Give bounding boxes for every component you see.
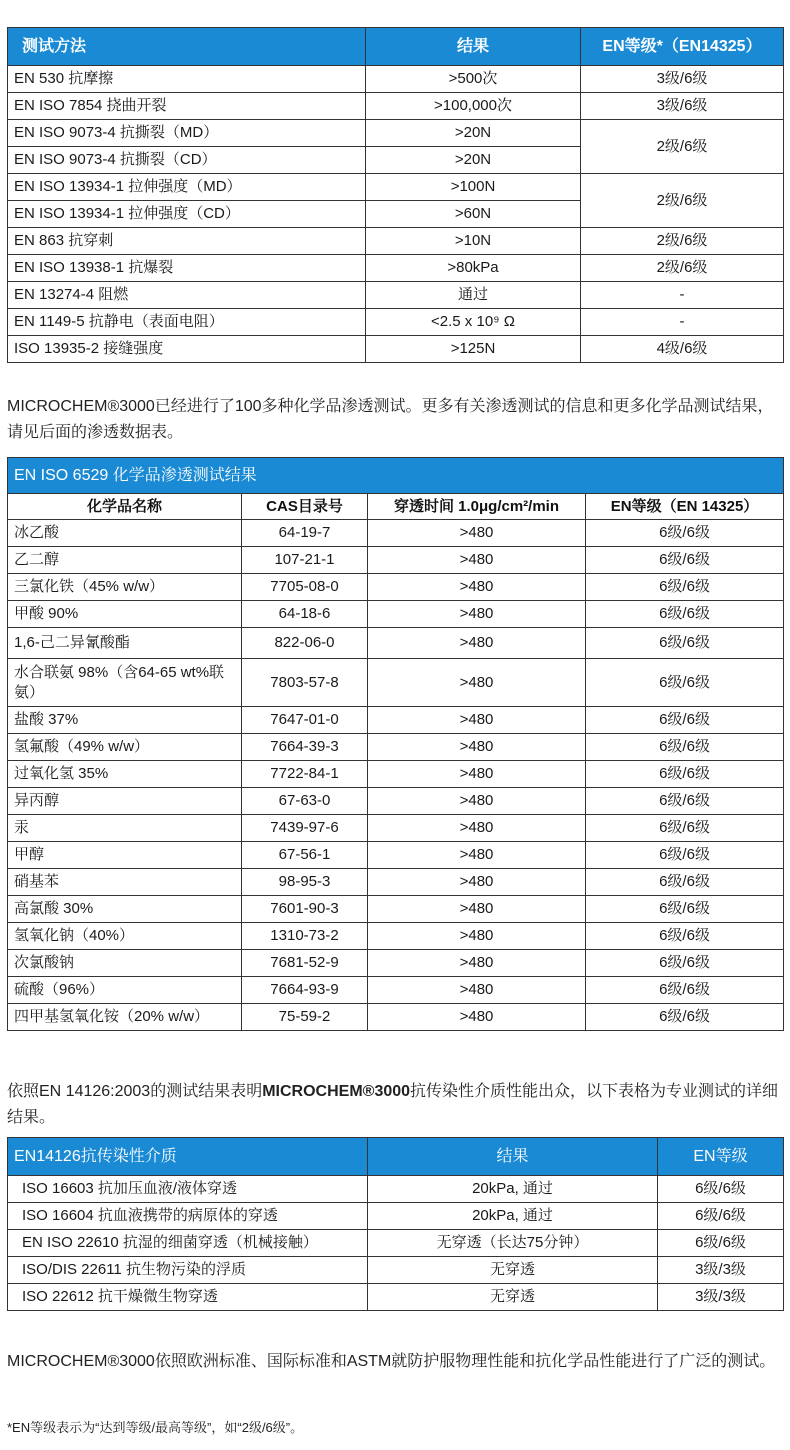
table-row xyxy=(8,761,784,788)
table-row xyxy=(8,950,784,977)
permeation-table-title: EN ISO 6529 化学品渗透测试结果 xyxy=(8,458,784,494)
infective-agents-paragraph xyxy=(7,1079,782,1131)
grade-cell: - xyxy=(581,282,784,309)
infective-result-cell: 无穿透 xyxy=(368,1284,658,1311)
table-row xyxy=(8,336,784,363)
grade-cell: 3级/6级 xyxy=(581,66,784,93)
grade-cell: 4级/6级 xyxy=(581,336,784,363)
en-grade-cell: 6级/6级 xyxy=(586,520,784,547)
infective-method-cell: ISO 16603 抗加压血液/液体穿透 xyxy=(8,1176,368,1203)
en-grade-cell: 6级/6级 xyxy=(586,547,784,574)
chemical-name-cell: 氢氟酸（49% w/w） xyxy=(8,734,242,761)
breakthrough-cell: >480 xyxy=(368,520,586,547)
para2-before: 依照EN 14126:2003的测试结果表明 xyxy=(7,1083,263,1100)
chemical-name-cell: 甲酸 90% xyxy=(8,601,242,628)
en-grade-cell: 6级/6级 xyxy=(586,869,784,896)
cas-cell: 7681-52-9 xyxy=(242,950,368,977)
method-cell: ISO 13935-2 接缝强度 xyxy=(8,336,366,363)
infective-result-cell: 无穿透 xyxy=(368,1257,658,1284)
cas-cell: 822-06-0 xyxy=(242,628,368,659)
col-header-result: 结果 xyxy=(366,28,581,66)
table-row xyxy=(8,1004,784,1031)
table-row xyxy=(8,93,784,120)
table-row xyxy=(8,707,784,734)
table-row xyxy=(8,869,784,896)
cas-cell: 64-19-7 xyxy=(242,520,368,547)
grade-cell: 2级/6级 xyxy=(581,174,784,228)
table-row xyxy=(8,1230,784,1257)
en-grade-cell: 6级/6级 xyxy=(586,1004,784,1031)
en-grade-cell: 6级/6级 xyxy=(586,574,784,601)
infective-agents-table xyxy=(7,1137,784,1311)
infective-method-cell: ISO 22612 抗干燥微生物穿透 xyxy=(8,1284,368,1311)
method-cell: EN 863 抗穿刺 xyxy=(8,228,366,255)
chemical-name-cell: 冰乙酸 xyxy=(8,520,242,547)
cas-cell: 67-63-0 xyxy=(242,788,368,815)
col-header-infective: EN14126抗传染性介质 xyxy=(8,1138,368,1176)
result-cell: >500次 xyxy=(366,66,581,93)
en-grade-cell: 6级/6级 xyxy=(586,896,784,923)
table-row xyxy=(8,547,784,574)
method-cell: EN 530 抗摩擦 xyxy=(8,66,366,93)
en-grade-cell: 6级/6级 xyxy=(586,977,784,1004)
chemical-name-cell: 异丙醇 xyxy=(8,788,242,815)
table-row xyxy=(8,1203,784,1230)
chemical-name-cell: 硝基苯 xyxy=(8,869,242,896)
result-cell: 通过 xyxy=(366,282,581,309)
breakthrough-cell: >480 xyxy=(368,601,586,628)
method-cell: EN ISO 9073-4 抗撕裂（MD） xyxy=(8,120,366,147)
en-grade-cell: 6级/6级 xyxy=(586,734,784,761)
chemical-name-cell: 盐酸 37% xyxy=(8,707,242,734)
footnote: *EN等级表示为“达到等级/最高等级”，如“2级/6级”。 xyxy=(7,1420,304,1435)
result-cell: >125N xyxy=(366,336,581,363)
cas-cell: 7664-39-3 xyxy=(242,734,368,761)
method-cell: EN ISO 13934-1 拉伸强度（MD） xyxy=(8,174,366,201)
cas-cell: 7647-01-0 xyxy=(242,707,368,734)
breakthrough-cell: >480 xyxy=(368,815,586,842)
breakthrough-cell: >480 xyxy=(368,547,586,574)
chemical-name-cell: 四甲基氢氧化铵（20% w/w） xyxy=(8,1004,242,1031)
table-row xyxy=(8,1257,784,1284)
grade-cell: 2级/6级 xyxy=(581,255,784,282)
breakthrough-cell: >480 xyxy=(368,788,586,815)
en-grade-cell: 6级/6级 xyxy=(586,950,784,977)
infective-method-cell: ISO/DIS 22611 抗生物污染的浮质 xyxy=(8,1257,368,1284)
breakthrough-cell: >480 xyxy=(368,896,586,923)
breakthrough-cell: >480 xyxy=(368,659,586,707)
method-cell: EN ISO 13934-1 拉伸强度（CD） xyxy=(8,201,366,228)
grade-cell: 2级/6级 xyxy=(581,120,784,174)
chemical-name-cell: 硫酸（96%） xyxy=(8,977,242,1004)
cas-cell: 7705-08-0 xyxy=(242,574,368,601)
cas-cell: 64-18-6 xyxy=(242,601,368,628)
breakthrough-cell: >480 xyxy=(368,923,586,950)
table-row xyxy=(8,282,784,309)
chemical-name-cell: 乙二醇 xyxy=(8,547,242,574)
table-row xyxy=(8,842,784,869)
result-cell: >100N xyxy=(366,174,581,201)
breakthrough-cell: >480 xyxy=(368,574,586,601)
grade-cell: 3级/6级 xyxy=(581,93,784,120)
cas-cell: 98-95-3 xyxy=(242,869,368,896)
table-row xyxy=(8,659,784,707)
chemical-name-cell: 过氧化氢 35% xyxy=(8,761,242,788)
breakthrough-cell: >480 xyxy=(368,761,586,788)
en-grade-cell: 6级/6级 xyxy=(586,923,784,950)
chemical-permeation-table xyxy=(7,457,784,1031)
chemical-name-cell: 次氯酸钠 xyxy=(8,950,242,977)
table-row xyxy=(8,255,784,282)
result-cell: >60N xyxy=(366,201,581,228)
intro-paragraph: MICROCHEM®3000已经进行了100多种化学品渗透测试。更多有关渗透测试的信息和更多化学品测试结果，请见后面的渗透数据表。 xyxy=(7,398,774,441)
table-row xyxy=(8,309,784,336)
chemical-name-cell: 甲醇 xyxy=(8,842,242,869)
breakthrough-cell: >480 xyxy=(368,869,586,896)
physical-properties-table xyxy=(7,27,784,363)
infective-method-cell: EN ISO 22610 抗湿的细菌穿透（机械接触） xyxy=(8,1230,368,1257)
method-cell: EN ISO 7854 挠曲开裂 xyxy=(8,93,366,120)
breakthrough-cell: >480 xyxy=(368,734,586,761)
en-grade-cell: 6级/6级 xyxy=(586,842,784,869)
cas-cell: 75-59-2 xyxy=(242,1004,368,1031)
cas-cell: 7439-97-6 xyxy=(242,815,368,842)
table-row xyxy=(8,120,784,147)
table-row xyxy=(8,977,784,1004)
table-row xyxy=(8,1284,784,1311)
chemical-name-cell: 三氯化铁（45% w/w） xyxy=(8,574,242,601)
infective-result-cell: 20kPa, 通过 xyxy=(368,1203,658,1230)
cas-cell: 1310-73-2 xyxy=(242,923,368,950)
col-header-method: 测试方法 xyxy=(8,28,366,66)
breakthrough-cell: >480 xyxy=(368,707,586,734)
cas-cell: 7722-84-1 xyxy=(242,761,368,788)
col-header-infective-result: 结果 xyxy=(368,1138,658,1176)
table-row xyxy=(8,520,784,547)
breakthrough-cell: >480 xyxy=(368,950,586,977)
result-cell: >20N xyxy=(366,147,581,174)
chemical-name-cell: 水合联氨 98%（含64-65 wt%联氨） xyxy=(8,659,242,707)
method-cell: EN 13274-4 阻燃 xyxy=(8,282,366,309)
col-header-en-grade: EN等级（EN 14325） xyxy=(586,494,784,520)
cas-cell: 67-56-1 xyxy=(242,842,368,869)
table-row xyxy=(8,601,784,628)
en-grade-cell: 6级/6级 xyxy=(586,815,784,842)
table-row xyxy=(8,174,784,201)
table-row xyxy=(8,896,784,923)
en-grade-cell: 6级/6级 xyxy=(586,761,784,788)
infective-grade-cell: 3级/3级 xyxy=(658,1257,784,1284)
result-cell: >80kPa xyxy=(366,255,581,282)
cas-cell: 107-21-1 xyxy=(242,547,368,574)
en-grade-cell: 6级/6级 xyxy=(586,788,784,815)
en-grade-cell: 6级/6级 xyxy=(586,601,784,628)
en-grade-cell: 6级/6级 xyxy=(586,659,784,707)
result-cell: >10N xyxy=(366,228,581,255)
method-cell: EN 1149-5 抗静电（表面电阻） xyxy=(8,309,366,336)
breakthrough-cell: >480 xyxy=(368,842,586,869)
col-header-grade: EN等级*（EN14325） xyxy=(581,28,784,66)
infective-method-cell: ISO 16604 抗血液携带的病原体的穿透 xyxy=(8,1203,368,1230)
breakthrough-cell: >480 xyxy=(368,977,586,1004)
breakthrough-cell: >480 xyxy=(368,628,586,659)
table-row xyxy=(8,923,784,950)
table-row xyxy=(8,628,784,659)
para2-brand: MICROCHEM®3000 xyxy=(262,1083,411,1100)
infective-grade-cell: 6级/6级 xyxy=(658,1176,784,1203)
table-row xyxy=(8,66,784,93)
chemical-name-cell: 1,6-己二异氰酸酯 xyxy=(8,628,242,659)
col-header-chemical: 化学品名称 xyxy=(8,494,242,520)
en-grade-cell: 6级/6级 xyxy=(586,707,784,734)
table-row xyxy=(8,788,784,815)
result-cell: <2.5 x 10⁹ Ω xyxy=(366,309,581,336)
infective-grade-cell: 6级/6级 xyxy=(658,1203,784,1230)
breakthrough-cell: >480 xyxy=(368,1004,586,1031)
infective-grade-cell: 3级/3级 xyxy=(658,1284,784,1311)
result-cell: >100,000次 xyxy=(366,93,581,120)
result-cell: >20N xyxy=(366,120,581,147)
table-row xyxy=(8,734,784,761)
en-grade-cell: 6级/6级 xyxy=(586,628,784,659)
method-cell: EN ISO 13938-1 抗爆裂 xyxy=(8,255,366,282)
table-row xyxy=(8,228,784,255)
col-header-breakthrough: 穿透时间 1.0μg/cm²/min xyxy=(368,494,586,520)
chemical-name-cell: 汞 xyxy=(8,815,242,842)
chemical-name-cell: 氢氧化钠（40%） xyxy=(8,923,242,950)
grade-cell: - xyxy=(581,309,784,336)
infective-result-cell: 20kPa, 通过 xyxy=(368,1176,658,1203)
method-cell: EN ISO 9073-4 抗撕裂（CD） xyxy=(8,147,366,174)
cas-cell: 7664-93-9 xyxy=(242,977,368,1004)
infective-grade-cell: 6级/6级 xyxy=(658,1230,784,1257)
table-row xyxy=(8,574,784,601)
cas-cell: 7803-57-8 xyxy=(242,659,368,707)
summary-paragraph: MICROCHEM®3000依照欧洲标准、国际标准和ASTM就防护服物理性能和抗化学品性能进行了广泛的测试。 xyxy=(7,1353,776,1370)
para2-after: 抗传染性介质性能出众，以下表格为专业测试的详细结果。 xyxy=(7,1083,779,1126)
table-row xyxy=(8,1176,784,1203)
chemical-name-cell: 高氯酸 30% xyxy=(8,896,242,923)
table-row xyxy=(8,815,784,842)
col-header-infective-grade: EN等级 xyxy=(658,1138,784,1176)
grade-cell: 2级/6级 xyxy=(581,228,784,255)
infective-result-cell: 无穿透（长达75分钟） xyxy=(368,1230,658,1257)
col-header-cas: CAS目录号 xyxy=(242,494,368,520)
cas-cell: 7601-90-3 xyxy=(242,896,368,923)
